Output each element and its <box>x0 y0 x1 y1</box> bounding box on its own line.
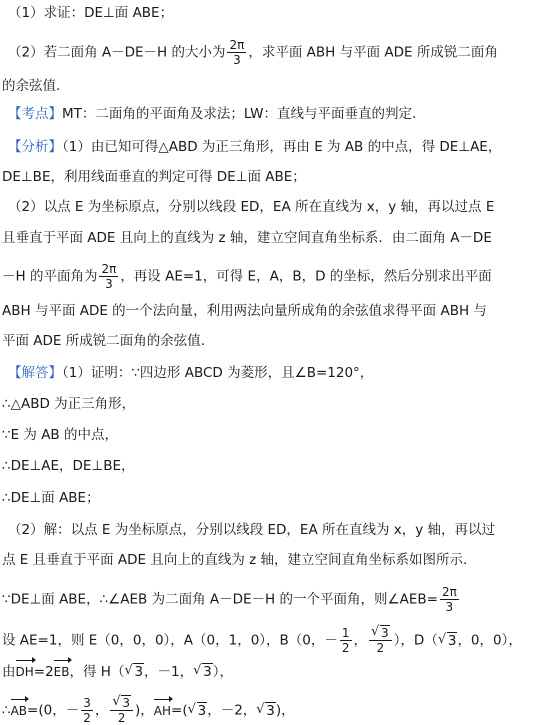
kaodian-line: 【考点】MT：二面角的平面角及求法；LW：直线与平面垂直的判定. <box>8 106 417 122</box>
vector-AH: AH <box>154 701 171 721</box>
vector-AB: AB <box>11 701 27 721</box>
fenxi-line-4: 且垂直于平面 ADE 且向上的直线为 z 轴，建立空间直角坐标系．由二面角 A－DE <box>2 230 492 246</box>
fenxi-line-6: ABH 与平面 ADE 的一个法向量，利用两法向量所成角的余弦值求得平面 ABH 与 <box>2 303 487 319</box>
vector-DH: DH <box>16 662 34 682</box>
fraction-2pi-3: $\frac{2\pi}{3}$ <box>229 38 245 67</box>
sqrt-symbol: √ 3 <box>124 662 144 682</box>
fraction-3-2: $\frac{3}{2}$ <box>83 696 91 725</box>
jieda-line-6: （2）解：以点 E 为坐标原点，分别以线段 ED，EA 所在直线为 x，y 轴，再以过 <box>8 522 496 538</box>
question-part-1 <box>8 3 173 23</box>
jieda-line-1: 【解答】（1）证明：∵四边形 ABCD 为菱形，且∠B=120°， <box>8 365 374 381</box>
jieda-tag: 【解答】 <box>8 365 62 381</box>
sqrt-symbol: √ 3 <box>188 701 208 721</box>
jieda-line-10: 由DH=2EB，得 H（√ 3，－1，√ 3）， <box>2 662 233 682</box>
fraction-2pi-3-b: $\frac{2\pi}{3}$ <box>101 262 117 291</box>
fenxi-tag: 【分析】 <box>8 139 62 155</box>
jieda-line-3: ∵E 为 AB 的中点， <box>2 427 118 443</box>
fenxi-line-2: DE⊥BE，利用线面垂直的判定可得 DE⊥面 ABE； <box>2 169 306 185</box>
question-part-1-text: （1）求证：DE⊥面 ABE； <box>8 5 174 21</box>
fraction-sqrt3-2: √ $\frac{3}{2}$ <box>369 626 392 655</box>
sqrt-symbol: √ 3 <box>193 662 213 682</box>
sqrt-symbol: √ 3 <box>112 696 131 710</box>
sqrt-symbol: √ 3 <box>371 626 390 640</box>
question-part-2 <box>8 38 498 67</box>
fenxi-line-5: －H 的平面角为 $\frac{2\pi}{3}$ ，再设 AE=1，可得 E，A，B，D 的坐标，然后分别求出平面 <box>2 262 492 291</box>
question-part-2-text-b: ，求平面 ABH 与平面 ADE 所成锐二面角 <box>248 44 498 61</box>
kaodian-tag: 【考点】 <box>8 106 62 122</box>
jieda-line-9: 设 AE=1，则 E（0，0，0），A（0，1，0），B（0，－ $\frac{1}{2}$ ， √ $\frac{3}{2}$ ），D（√ 3，0，0）， <box>2 626 522 655</box>
fraction-2pi-3-c: $\frac{2\pi}{3}$ <box>441 585 457 614</box>
vector-EB: EB <box>54 662 70 682</box>
jieda-line-8: ∵DE⊥面 ABE，∴∠AEB 为二面角 A－DE－H 的一个平面角，则∠AEB= $\frac{2\pi}{3}$ <box>2 585 457 614</box>
fraction-sqrt3-2-b: √ $\frac{3}{2}$ <box>110 696 133 725</box>
question-part-2-text-a: （2）若二面角 A－DE－H 的大小为 <box>8 44 226 61</box>
fraction-1-2: $\frac{1}{2}$ <box>341 626 350 655</box>
fenxi-line-3: （2）以点 E 为坐标原点，分别以线段 ED，EA 所在直线为 x，y 轴，再以过点 E <box>8 199 495 215</box>
fenxi-line-7: 平面 ADE 所成锐二面角的余弦值. <box>2 333 206 349</box>
jieda-line-5: ∴DE⊥面 ABE； <box>2 490 100 506</box>
fenxi-line-1: 【分析】（1）由已知可得△ABD 为正三角形，再由 E 为 AB 的中点，得 DE⊥AE， <box>8 139 502 155</box>
jieda-line-7: 点 E 且垂直于平面 ADE 且向上的直线为 z 轴，建立空间直角坐标系如图所示. <box>2 552 468 568</box>
jieda-line-2: ∴△ABD 为正三角形， <box>2 396 136 412</box>
question-part-2-end: 的余弦值. <box>2 78 61 94</box>
jieda-line-4: ∴DE⊥AE，DE⊥BE， <box>2 458 135 474</box>
sqrt-symbol: √ 3 <box>256 701 276 721</box>
jieda-line-11: ∴AB=(0，－ $\frac{3}{2}$ ， √ $\frac{3}{2}$ )，AH=(√ 3，－2，√ 3)， <box>2 696 295 725</box>
sqrt-symbol: √ 3 <box>438 631 458 651</box>
